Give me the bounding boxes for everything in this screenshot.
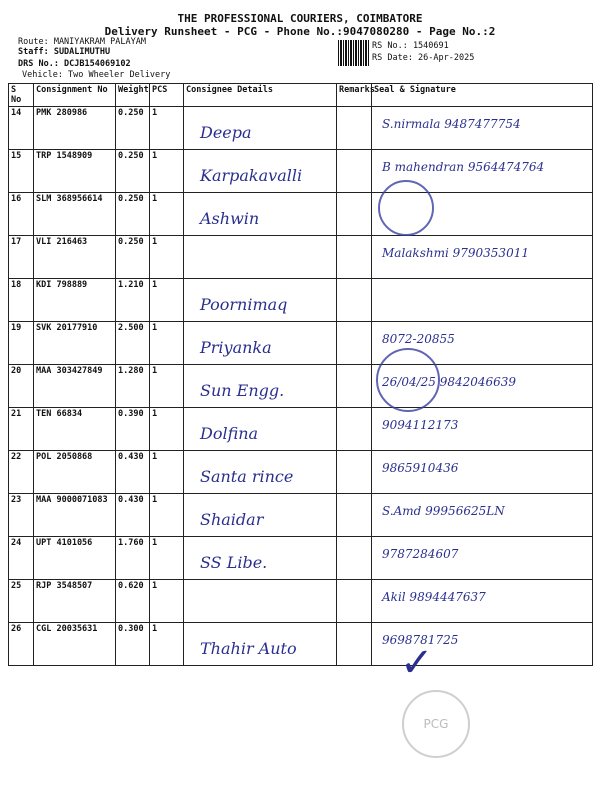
signature-text: B mahendran 9564474764: [382, 160, 545, 174]
signature-text: 9698781725: [382, 633, 459, 647]
table-row: [9, 537, 593, 580]
table-row: [9, 580, 593, 623]
consignee-text: Dolfina: [200, 424, 259, 443]
signature-cell: [372, 451, 593, 494]
sno-cell: 17: [9, 236, 34, 279]
weight-cell: 1.210: [116, 279, 150, 322]
weight-cell: 0.300: [116, 623, 150, 666]
rs-number: RS No.: 1540691: [372, 41, 449, 51]
col-header-consignee: Consignee Details: [184, 84, 337, 107]
pcs-cell: 1: [150, 193, 184, 236]
col-header-pcs: PCS: [150, 84, 184, 107]
signature-cell: [372, 494, 593, 537]
weight-cell: 2.500: [116, 322, 150, 365]
pcs-cell: 1: [150, 623, 184, 666]
remarks-cell: [337, 322, 372, 365]
weight-cell: 0.430: [116, 451, 150, 494]
consignment-cell: VLI 216463: [34, 236, 116, 279]
pcs-cell: 1: [150, 408, 184, 451]
consignee-cell: [184, 408, 337, 451]
signature-text: 9094112173: [382, 418, 459, 432]
pcs-cell: 1: [150, 365, 184, 408]
check-mark-icon: ✓: [400, 640, 434, 686]
pcg-stamp-text: PCG: [423, 717, 449, 731]
consignee-text: Poornimaq: [200, 295, 288, 314]
consignment-cell: POL 2050868: [34, 451, 116, 494]
courier-seal-stamp: [378, 180, 434, 236]
signature-cell: [372, 107, 593, 150]
consignment-cell: UPT 4101056: [34, 537, 116, 580]
consignee-cell: [184, 322, 337, 365]
sno-cell: 19: [9, 322, 34, 365]
staff-text: Staff: SUDALIMUTHU: [18, 47, 111, 57]
pcs-cell: 1: [150, 580, 184, 623]
consignee-cell: [184, 236, 337, 279]
consignee-cell: [184, 193, 337, 236]
consignee-text: Sun Engg.: [200, 381, 285, 400]
consignee-text: Shaidar: [200, 510, 264, 529]
pcs-cell: 1: [150, 494, 184, 537]
col-header-remarks: Remarks: [337, 84, 372, 107]
weight-cell: 0.250: [116, 150, 150, 193]
route-text: Route: MANIYAKRAM PALAYAM: [18, 37, 146, 47]
pcs-cell: 1: [150, 107, 184, 150]
pcs-cell: 1: [150, 279, 184, 322]
weight-cell: 0.430: [116, 494, 150, 537]
weight-cell: 0.250: [116, 236, 150, 279]
rs-date: RS Date: 26-Apr-2025: [372, 53, 475, 63]
col-header-weight: Weight: [116, 84, 150, 107]
consignee-cell: [184, 150, 337, 193]
drs-number: DRS No.: DCJB154069102: [18, 59, 131, 69]
consignee-text: Ashwin: [200, 209, 260, 228]
weight-cell: 1.760: [116, 537, 150, 580]
sno-cell: 22: [9, 451, 34, 494]
table-row: [9, 107, 593, 150]
consignee-text: SS Libe.: [200, 553, 268, 572]
weight-cell: 1.280: [116, 365, 150, 408]
sno-cell: 16: [9, 193, 34, 236]
pcs-cell: 1: [150, 236, 184, 279]
consignee-cell: [184, 580, 337, 623]
signature-text: 26/04/25 9842046639: [382, 375, 517, 389]
consignment-cell: TRP 1548909: [34, 150, 116, 193]
remarks-cell: [337, 365, 372, 408]
table-row: [9, 365, 593, 408]
consignee-cell: [184, 365, 337, 408]
remarks-cell: [337, 451, 372, 494]
signature-text: 8072-20855: [382, 332, 455, 346]
pcs-cell: 1: [150, 150, 184, 193]
consignment-cell: MAA 303427849: [34, 365, 116, 408]
runsheet-subtitle: Delivery Runsheet - PCG - Phone No.:9047080280 - Page No.:2: [104, 25, 496, 38]
consignment-cell: KDI 798889: [34, 279, 116, 322]
pcs-cell: 1: [150, 537, 184, 580]
signature-cell: [372, 537, 593, 580]
company-title: THE PROFESSIONAL COURIERS, COIMBATORE: [177, 12, 423, 25]
pcs-cell: 1: [150, 322, 184, 365]
table-row: [9, 408, 593, 451]
signature-cell: [372, 236, 593, 279]
consignment-cell: PMK 280986: [34, 107, 116, 150]
consignee-cell: [184, 107, 337, 150]
pcg-stamp: [402, 690, 470, 758]
remarks-cell: [337, 236, 372, 279]
consignee-cell: [184, 279, 337, 322]
weight-cell: 0.620: [116, 580, 150, 623]
table-header-row: [9, 84, 593, 107]
sno-cell: 21: [9, 408, 34, 451]
remarks-cell: [337, 408, 372, 451]
signature-text: S.nirmala 9487477754: [382, 117, 521, 131]
company-seal-stamp: [376, 348, 440, 412]
signature-cell: [372, 279, 593, 322]
sno-cell: 18: [9, 279, 34, 322]
table-row: [9, 322, 593, 365]
col-header-consignment: Consignment No: [34, 84, 116, 107]
consignee-text: Thahir Auto: [200, 639, 297, 658]
signature-text: Malakshmi 9790353011: [382, 246, 529, 260]
runsheet-table: [8, 83, 593, 666]
consignment-cell: SLM 368956614: [34, 193, 116, 236]
signature-cell: [372, 408, 593, 451]
sno-cell: 26: [9, 623, 34, 666]
signature-text: 9787284607: [382, 547, 459, 561]
consignee-cell: [184, 451, 337, 494]
weight-cell: 0.250: [116, 193, 150, 236]
consignee-text: Santa rince: [200, 467, 294, 486]
remarks-cell: [337, 193, 372, 236]
remarks-cell: [337, 623, 372, 666]
signature-text: Akil 9894447637: [382, 590, 486, 604]
table-row: [9, 193, 593, 236]
consignment-cell: TEN 66834: [34, 408, 116, 451]
table-row: [9, 451, 593, 494]
pcs-cell: 1: [150, 451, 184, 494]
consignee-cell: [184, 494, 337, 537]
consignee-text: Karpakavalli: [200, 166, 303, 185]
remarks-cell: [337, 279, 372, 322]
sno-cell: 23: [9, 494, 34, 537]
consignment-cell: MAA 9000071083: [34, 494, 116, 537]
consignment-cell: SVK 20177910: [34, 322, 116, 365]
consignee-cell: [184, 623, 337, 666]
remarks-cell: [337, 150, 372, 193]
remarks-cell: [337, 494, 372, 537]
remarks-cell: [337, 107, 372, 150]
table-row: [9, 279, 593, 322]
consignee-text: Deepa: [200, 123, 252, 142]
consignment-cell: RJP 3548507: [34, 580, 116, 623]
vehicle-text: Vehicle: Two Wheeler Delivery: [22, 70, 171, 80]
remarks-cell: [337, 580, 372, 623]
consignment-cell: CGL 20035631: [34, 623, 116, 666]
remarks-cell: [337, 537, 372, 580]
sno-cell: 24: [9, 537, 34, 580]
table-row: [9, 623, 593, 666]
sno-cell: 15: [9, 150, 34, 193]
weight-cell: 0.390: [116, 408, 150, 451]
signature-cell: [372, 580, 593, 623]
barcode-image: [338, 40, 370, 66]
signature-text: S.Amd 99956625LN: [382, 504, 505, 518]
table-row: [9, 150, 593, 193]
signature-text: 9865910436: [382, 461, 459, 475]
consignee-cell: [184, 537, 337, 580]
sno-cell: 14: [9, 107, 34, 150]
weight-cell: 0.250: [116, 107, 150, 150]
col-header-signature: Seal & Signature: [372, 84, 593, 107]
consignee-text: Priyanka: [200, 338, 272, 357]
sno-cell: 25: [9, 580, 34, 623]
table-row: [9, 236, 593, 279]
sno-cell: 20: [9, 365, 34, 408]
col-header-sno: S No: [9, 84, 34, 107]
table-row: [9, 494, 593, 537]
